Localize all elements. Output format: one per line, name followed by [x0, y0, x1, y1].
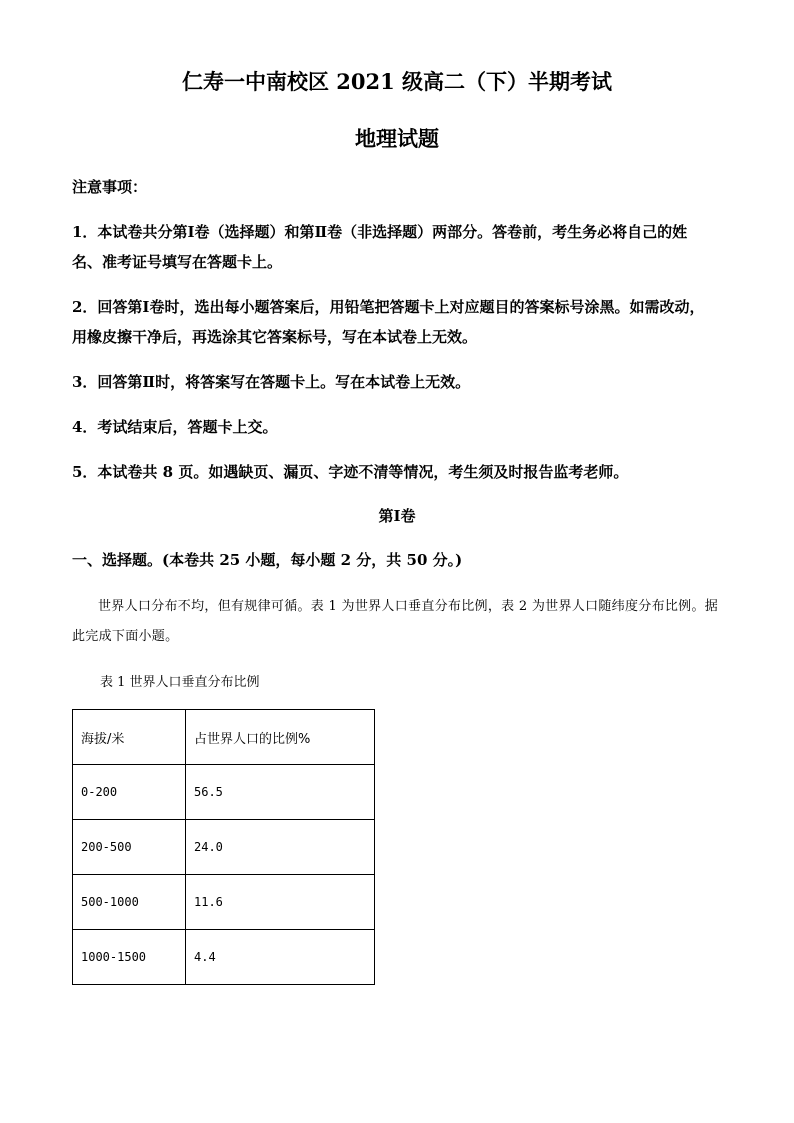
part-heading: 一、选择题。(本卷共 25 小题，每小题 2 分，共 50 分。): [72, 551, 463, 569]
table-cell: 0-200: [73, 765, 186, 820]
table-caption: 表 1 世界人口垂直分布比例: [100, 675, 260, 690]
note-item-2: 2．回答第Ⅰ卷时，选出每小题答案后，用铅笔把答题卡上对应题目的答案标号涂黑。如需改动，用橡皮擦干净后，再选涂其它答案标号，写在本试卷上无效。: [72, 298, 705, 346]
table-cell: 500-1000: [73, 875, 186, 930]
section-title: 第Ⅰ卷: [378, 507, 416, 525]
notes-heading: 注意事项：: [72, 178, 148, 196]
question-intro: 世界人口分布不均，但有规律可循。表 1 为世界人口垂直分布比例，表 2 为世界人口随纬度分布比例。据此完成下面小题。: [72, 599, 719, 644]
table-row: [73, 765, 375, 820]
table-row: [73, 930, 375, 985]
population-elevation-table: [72, 709, 375, 985]
table-header-row: [73, 710, 375, 765]
table-cell: 11.6: [186, 875, 375, 930]
note-item-3: 3．回答第Ⅱ时，将答案写在答题卡上。写在本试卷上无效。: [72, 373, 471, 391]
table-row: [73, 875, 375, 930]
note-item-5: 5．本试卷共 8 页。如遇缺页、漏页、字迹不清等情况，考生须及时报告监考老师。: [72, 463, 629, 481]
table-cell: 4.4: [186, 930, 375, 985]
exam-title: 仁寿一中南校区 2021 级高二（下）半期考试: [181, 69, 613, 94]
exam-subtitle: 地理试题: [355, 126, 439, 151]
note-item-4: 4．考试结束后，答题卡上交。: [72, 418, 278, 436]
table-row: [73, 820, 375, 875]
table-cell: 24.0: [186, 820, 375, 875]
table-header-cell: 海拔/米: [73, 710, 186, 765]
note-item-1: 1．本试卷共分第Ⅰ卷（选择题）和第Ⅱ卷（非选择题）两部分。答卷前，考生务必将自己的姓名、准考证号填写在答题卡上。: [72, 223, 688, 271]
table-header-cell: 占世界人口的比例%: [186, 710, 375, 765]
table-cell: 1000-1500: [73, 930, 186, 985]
table-cell: 200-500: [73, 820, 186, 875]
table-cell: 56.5: [186, 765, 375, 820]
